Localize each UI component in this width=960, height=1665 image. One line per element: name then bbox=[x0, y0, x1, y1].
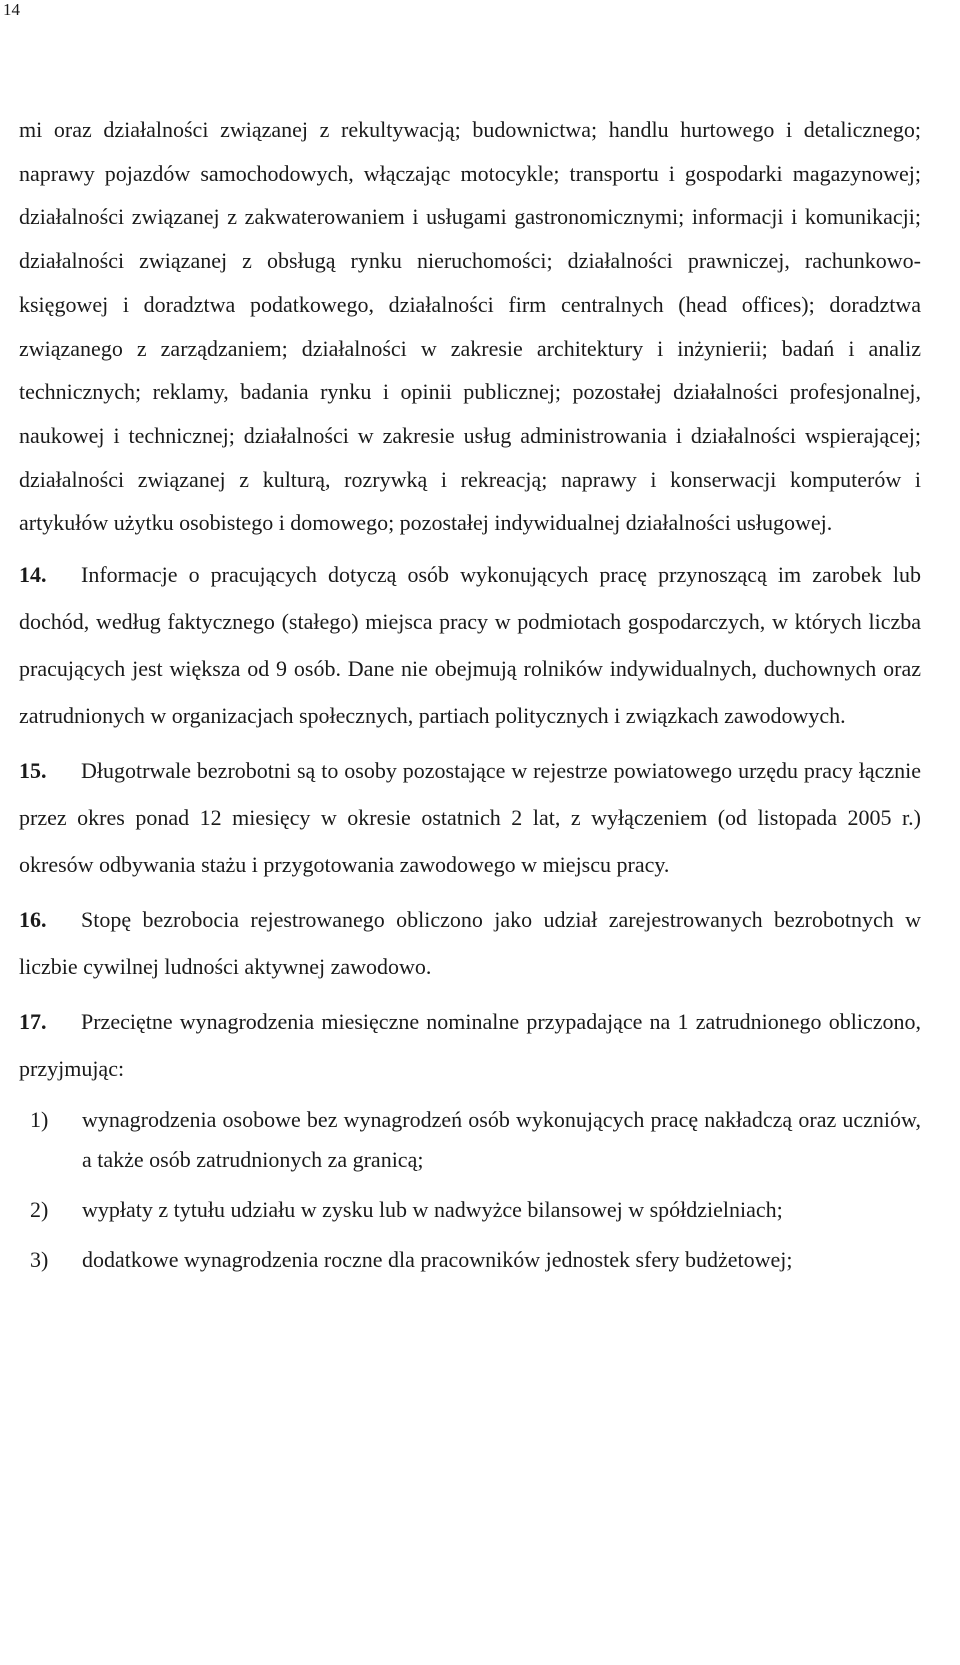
section-15 bbox=[19, 747, 921, 888]
section-text: Stopę bezrobocia rejestrowanego obliczono jako udział zarejestrowanych bezrobotnych w liczbie cywilnej ludności aktywnej zawodowo. bbox=[19, 907, 921, 980]
list-item-text: wypłaty z tytułu udziału w zysku lub w nadwyżce bilansowej w spółdzielniach; bbox=[82, 1197, 783, 1223]
section-number: 16. bbox=[19, 907, 47, 933]
section-number: 17. bbox=[19, 1009, 47, 1035]
section-17 bbox=[19, 998, 921, 1092]
section-16 bbox=[19, 896, 921, 990]
components-list bbox=[19, 1100, 921, 1280]
list-item bbox=[19, 1240, 921, 1280]
list-marker: 1) bbox=[30, 1107, 49, 1133]
intro-paragraph: mi oraz działalności związanej z rekultywacją; budownictwa; handlu hurtowego i detalicznego; naprawy pojazdów samochodowych, włączając motocykle; transportu i gospodarki magazynowej; działalności związanej z zakwaterowaniem i usługami gastronomicznymi; informacji i komunikacji; działalności związanej z obsługą rynku nieruchomości; działalności prawniczej, rachunkowo-księgowej i doradztwa podatkowego, działalności firm centralnych (head offices); doradztwa związanego z zarządzaniem; działalności w zakresie architektury i inżynierii; badań i analiz technicznych; reklamy, badania rynku i opinii publicznej; pozostałej działalności profesjonalnej, naukowej i technicznej; działalności w zakresie usług administrowania i działalności wspierającej; działalności związanej z kulturą, rozrywką i rekreacją; naprawy i konserwacji komputerów i artykułów użytku osobistego i domowego; pozostałej indywidualnej działalności usługowej. bbox=[19, 117, 921, 536]
section-14 bbox=[19, 551, 921, 739]
section-text: Przeciętne wynagrodzenia miesięczne nominalne przypadające na 1 zatrudnionego obliczono, przyjmując: bbox=[19, 1009, 921, 1082]
section-text: Długotrwale bezrobotni są to osoby pozostające w rejestrze powiatowego urzędu pracy łącznie przez okres ponad 12 miesięcy w okresie ostatnich 2 lat, z wyłączeniem (od listopada 2005 r.) okresów odbywania stażu i przygotowania zawodowego w miejscu pracy. bbox=[19, 758, 921, 878]
list-item-text: wynagrodzenia osobowe bez wynagrodzeń osób wykonujących pracę nakładczą oraz uczniów, a także osób zatrudnionych za granicą; bbox=[82, 1107, 921, 1173]
document-body bbox=[19, 108, 921, 1290]
page-number: 14 bbox=[3, 0, 20, 19]
section-number: 14. bbox=[19, 562, 47, 588]
list-marker: 3) bbox=[30, 1247, 49, 1273]
section-text: Informacje o pracujących dotyczą osób wykonujących pracę przynoszącą im zarobek lub dochód, według faktycznego (stałego) miejsca pracy w podmiotach gospodarczych, w których liczba pracujących jest większa od 9 osób. Dane nie obejmują rolników indywidualnych, duchownych oraz zatrudnionych w organizacjach społecznych, partiach politycznych i związkach zawodowych. bbox=[19, 562, 921, 729]
list-item bbox=[19, 1190, 921, 1230]
list-item bbox=[19, 1100, 921, 1180]
list-item-text: dodatkowe wynagrodzenia roczne dla pracowników jednostek sfery budżetowej; bbox=[82, 1247, 793, 1273]
section-number: 15. bbox=[19, 758, 47, 784]
list-marker: 2) bbox=[30, 1197, 49, 1223]
